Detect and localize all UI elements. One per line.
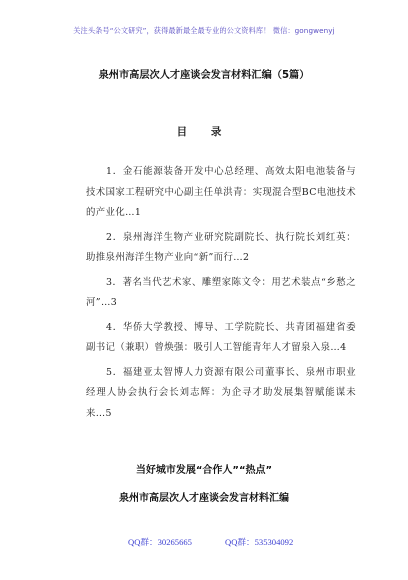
toc-item[interactable]: 2．泉州海洋生物产业研究院副院长、执行院长刘红英：助推泉州海洋生物产业向“新”而行…2 bbox=[86, 231, 356, 263]
qq-group-link[interactable]: QQ群：535304092 bbox=[225, 537, 294, 547]
toc-heading: 目 录 bbox=[176, 126, 232, 138]
table-of-contents bbox=[86, 162, 356, 428]
toc-item[interactable]: 4．华侨大学教授、博导、工学院院长、共青团福建省委副书记（兼职）曾焕强：吸引人工智能青年人才留泉入泉…4 bbox=[86, 321, 356, 353]
section-subheading: 泉州市高层次人才座谈会发言材料汇编 bbox=[119, 493, 289, 504]
qq-group-link[interactable]: QQ群：30265665 bbox=[128, 537, 192, 547]
section-heading: 当好城市发展“合作人”“热点” bbox=[135, 465, 273, 476]
document-title: 泉州市高层次人才座谈会发言材料汇编（5篇） bbox=[98, 70, 310, 81]
toc-item[interactable]: 1．金石能源装备开发中心总经理、高效太阳电池装备与技术国家工程研究中心副主任单洪青：实现混合型BC电池技术的产业化…1 bbox=[86, 166, 356, 218]
toc-item[interactable]: 5．福建亚太智博人力资源有限公司董事长、泉州市职业经理人协会执行会长刘志辉：为企寻才助发展集智赋能谋未来…5 bbox=[86, 366, 356, 419]
header-notice: 关注头条号“公文研究”，获得最新最全最专业的公文资料库！ 微信：gongwenyj bbox=[73, 26, 335, 35]
toc-item[interactable]: 3．著名当代艺术家、雕塑家陈文令：用艺术装点“乡愁之河”…3 bbox=[86, 276, 356, 308]
